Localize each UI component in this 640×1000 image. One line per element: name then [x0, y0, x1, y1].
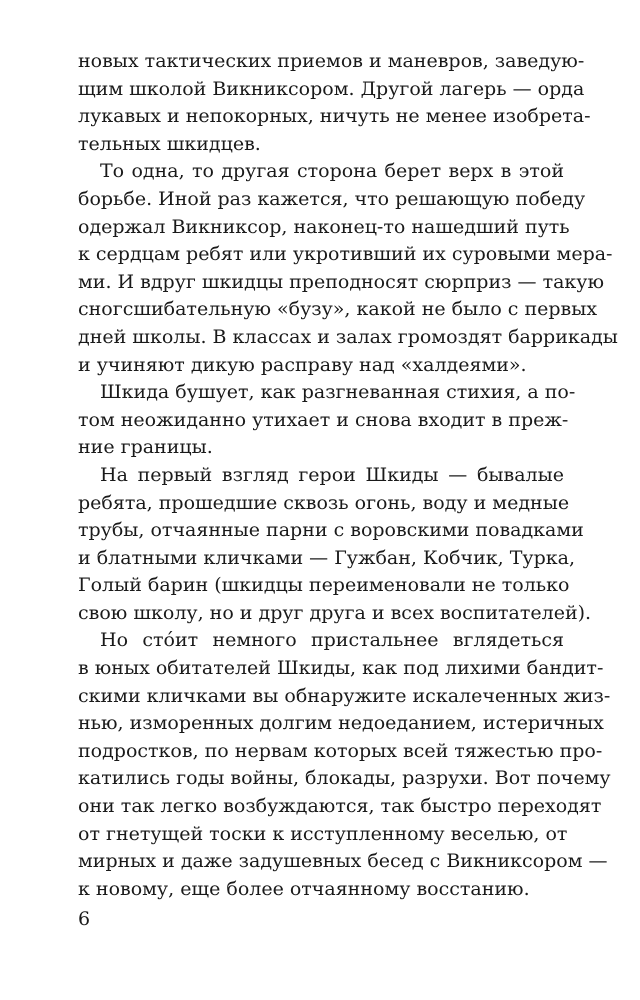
- text-line: свою школу, но и друг друга и всех воспитателей).: [78, 601, 592, 624]
- text-line: борьбе. Иной раз кажется, что решающую победу: [78, 187, 586, 210]
- paragraph: [78, 158, 618, 379]
- text-line: ние границы.: [78, 436, 213, 459]
- text-line: одержал Викниксор, наконец-то нашедший путь: [78, 215, 570, 238]
- text-line: они так легко возбуждаются, так быстро переходят: [78, 795, 602, 818]
- text-line: ми. И вдруг шкидцы преподносят сюрприз — такую: [78, 270, 605, 293]
- text-line: Голый барин (шкидцы переименовали не только: [78, 574, 570, 597]
- text-line: и блатными кличками — Гужбан, Кобчик, Турка,: [78, 546, 575, 569]
- text-line: катились годы войны, блокады, разрухи. Вот почему: [78, 767, 611, 790]
- text-line: щим школой Викниксором. Другой лагерь — орда: [78, 77, 585, 100]
- body-text: [78, 48, 618, 903]
- paragraph: [78, 627, 611, 903]
- text-line: Шкида бушует, как разгневанная стихия, а по-: [100, 381, 576, 404]
- text-line: нью, изморенных долгим недоеданием, истеричных: [78, 712, 604, 735]
- text-line: Но сто́ит немного пристальнее вглядеться: [100, 629, 564, 652]
- page-number: 6: [78, 908, 91, 930]
- text-line: новых тактических приемов и маневров, заведую-: [78, 50, 585, 72]
- text-line: дней школы. В классах и залах громоздят баррикады: [78, 325, 618, 348]
- text-line: к новому, еще более отчаянному восстанию.: [78, 877, 530, 900]
- text-line: тельных шкидцев.: [78, 132, 261, 155]
- text-line: ребята, прошедшие сквозь огонь, воду и медные: [78, 491, 570, 514]
- text-line: сногсшибательную «бузу», какой не было с первых: [78, 298, 598, 321]
- text-line: лукавых и непокорных, ничуть не менее изобрета-: [78, 105, 591, 128]
- text-line: том неожиданно утихает и снова входит в преж-: [78, 408, 569, 431]
- text-line: и учиняют дикую расправу над «халдеями».: [78, 353, 527, 376]
- paragraph: [78, 462, 592, 628]
- text-line: скими кличками вы обнаружите искалеченных жиз-: [78, 684, 611, 707]
- text-line: от гнетущей тоски к исступленному веселью, от: [78, 822, 568, 845]
- paragraph: [78, 379, 576, 462]
- text-line: к сердцам ребят или укротивший их суровыми мера-: [78, 243, 613, 266]
- text-line: мирных и даже задушевных бесед с Викниксором —: [78, 850, 608, 873]
- text-line: трубы, отчаянные парни с воровскими повадками: [78, 519, 584, 542]
- text-line: в юных обитателей Шкиды, как под лихими бандит-: [78, 657, 604, 680]
- paragraph: [78, 48, 591, 158]
- text-line: То одна, то другая сторона берет верх в этой: [100, 160, 564, 183]
- text-line: На первый взгляд герои Шкиды — бывалые: [100, 463, 564, 486]
- text-line: подростков, по нервам которых всей тяжестью про-: [78, 739, 603, 762]
